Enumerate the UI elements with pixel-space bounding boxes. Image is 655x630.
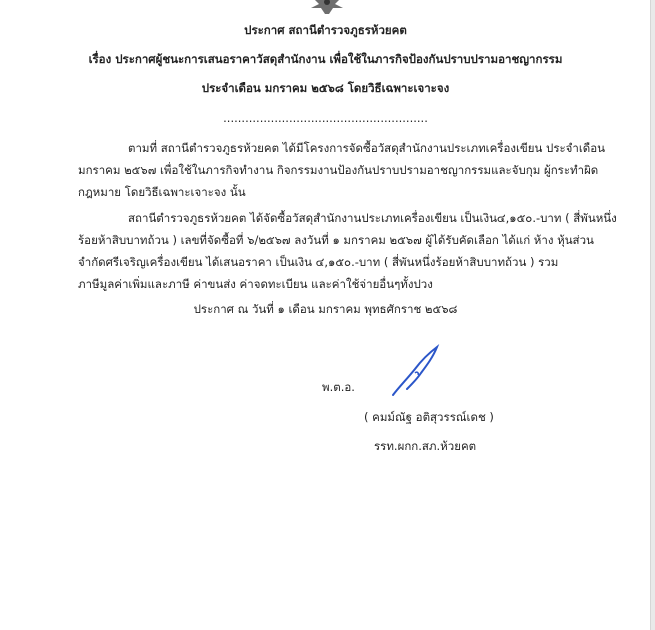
signatory-name: ( คมม์ณัฐ อติสุวรรณ์เดช ) [364,410,494,424]
signatory-position: รรท.ผกก.สภ.ห้วยคต [374,439,477,453]
paragraph-2 [78,207,617,295]
paragraph-2-line-3: จำกัดศรีเจริญเครื่องเขียน ได้เสนอราคา เป็นเงิน ๔,๑๕๐.-บาท ( สี่พันหนึ่งร้อยห้าสิบบาทถ้วน ) รวม [78,255,559,269]
announcement-date: ประกาศ ณ วันที่ ๑ เดือน มกราคม พุทธศักราช ๒๕๖๘ [193,302,458,316]
announcement-subject: เรื่อง ประกาศผู้ชนะการเสนอราคาวัสดุสำนักงาน เพื่อใช้ในภารกิจป้องกันปราบปรามอาชญากรรม [88,52,563,66]
paragraph-2-line-1: สถานีตำรวจภูธรห้วยคต ได้จัดซื้อวัสดุสำนักงานประเภทเครื่องเขียน เป็นเงิน๔,๑๕๐.-บาท ( สี่พันหนึ่ง [128,211,617,225]
page-edge-divider [650,0,655,630]
paragraph-1-line-2: มกราคม ๒๕๖๗ เพื่อใช้ในภารกิจทำงาน กิจกรรมงานป้องกันปราบปรามอาชญากรรมและจับกุม ผู้กระทำผิด [78,163,599,177]
handwritten-signature [385,343,445,401]
paragraph-1-line-1: ตามที่ สถานีตำรวจภูธรห้วยคต ได้มีโครงการจัดซื้อวัสดุสำนักงานประเภทเครื่องเขียน ประจำเดือน [128,141,606,155]
paragraph-1 [78,137,606,203]
paragraph-1-line-3: กฎหมาย โดยวิธีเฉพาะเจาะจง นั้น [78,185,246,199]
signature-rank: พ.ต.อ. [322,380,355,394]
header-separator: ........................................................ [223,111,428,125]
announcement-period: ประจำเดือน มกราคม ๒๕๖๘ โดยวิธีเฉพาะเจาะจง [201,81,450,95]
announcement-agency: ประกาศ สถานีตำรวจภูธรห้วยคต [244,23,407,37]
paragraph-2-line-2: ร้อยห้าสิบบาทถ้วน ) เลขที่จัดซื้อที่ ๖/๒๕๖๗ ลงวันที่ ๑ มกราคม ๒๕๖๗ ผู้ได้รับคัดเลือก ได้แก่ ห้าง หุ้นส่วน [78,233,594,247]
garuda-emblem-icon [307,0,347,14]
paragraph-2-line-4: ภาษีมูลค่าเพิ่มและภาษี ค่าขนส่ง ค่าจดทะเบียน และค่าใช้จ่ายอื่นๆทั้งปวง [78,277,433,291]
